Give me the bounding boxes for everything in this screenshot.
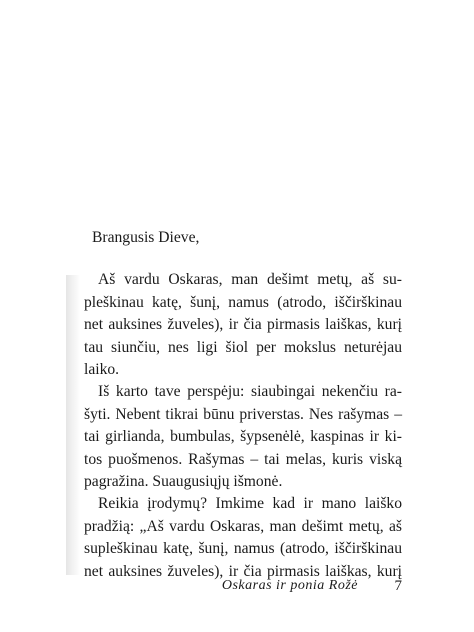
text-line: tai girlianda, bumbulas, šypsenėlė, kaspinas ir ki- (84, 428, 402, 446)
text-line: Aš vardu Oskaras, man dešimt metų, aš su- (98, 271, 402, 289)
text-line: pleškinau katę, šunį, namus (atrodo, iščirškinau (84, 293, 402, 311)
paragraph-2 (84, 381, 402, 493)
text-line: pagražina. Suaugusiųjų išmonė. (84, 473, 283, 491)
letter-body (84, 227, 402, 583)
text-line: tos puošmenos. Rašymas – tai melas, kuris viską (84, 450, 402, 468)
text-line: šyti. Nebent tikrai būnu priverstas. Nes rašymas – (84, 405, 402, 423)
text-line: Reikia įrodymų? Imkime kad ir mano laiško (98, 495, 402, 513)
page-footer (84, 578, 402, 598)
text-line: Iš karto tave perspėju: siaubingai nekenčiu ra- (98, 383, 402, 401)
running-title: Oskaras ir ponia Rožė (221, 578, 358, 593)
text-line: net auksines žuveles), ir čia pirmasis laiškas, kurį (84, 316, 402, 334)
page-shadow (66, 275, 80, 575)
paragraph-3 (84, 493, 402, 583)
text-line: net auksines žuveles), ir čia pirmasis laiškas, kurį (84, 562, 402, 580)
salutation: Brangusis Dieve, (92, 229, 200, 246)
paragraph-1 (84, 269, 402, 381)
text-line: laiko. (84, 361, 120, 379)
page-number: 7 (394, 578, 402, 594)
text-line: pradžią: „Aš vardu Oskaras, man dešimt metų, aš (84, 517, 402, 535)
text-line: supleškinau katę, šunį, namus (atrodo, iščirškinau (84, 540, 402, 558)
text-line: tau siunčiu, nes ligi šiol per mokslus neturėjau (84, 338, 402, 356)
